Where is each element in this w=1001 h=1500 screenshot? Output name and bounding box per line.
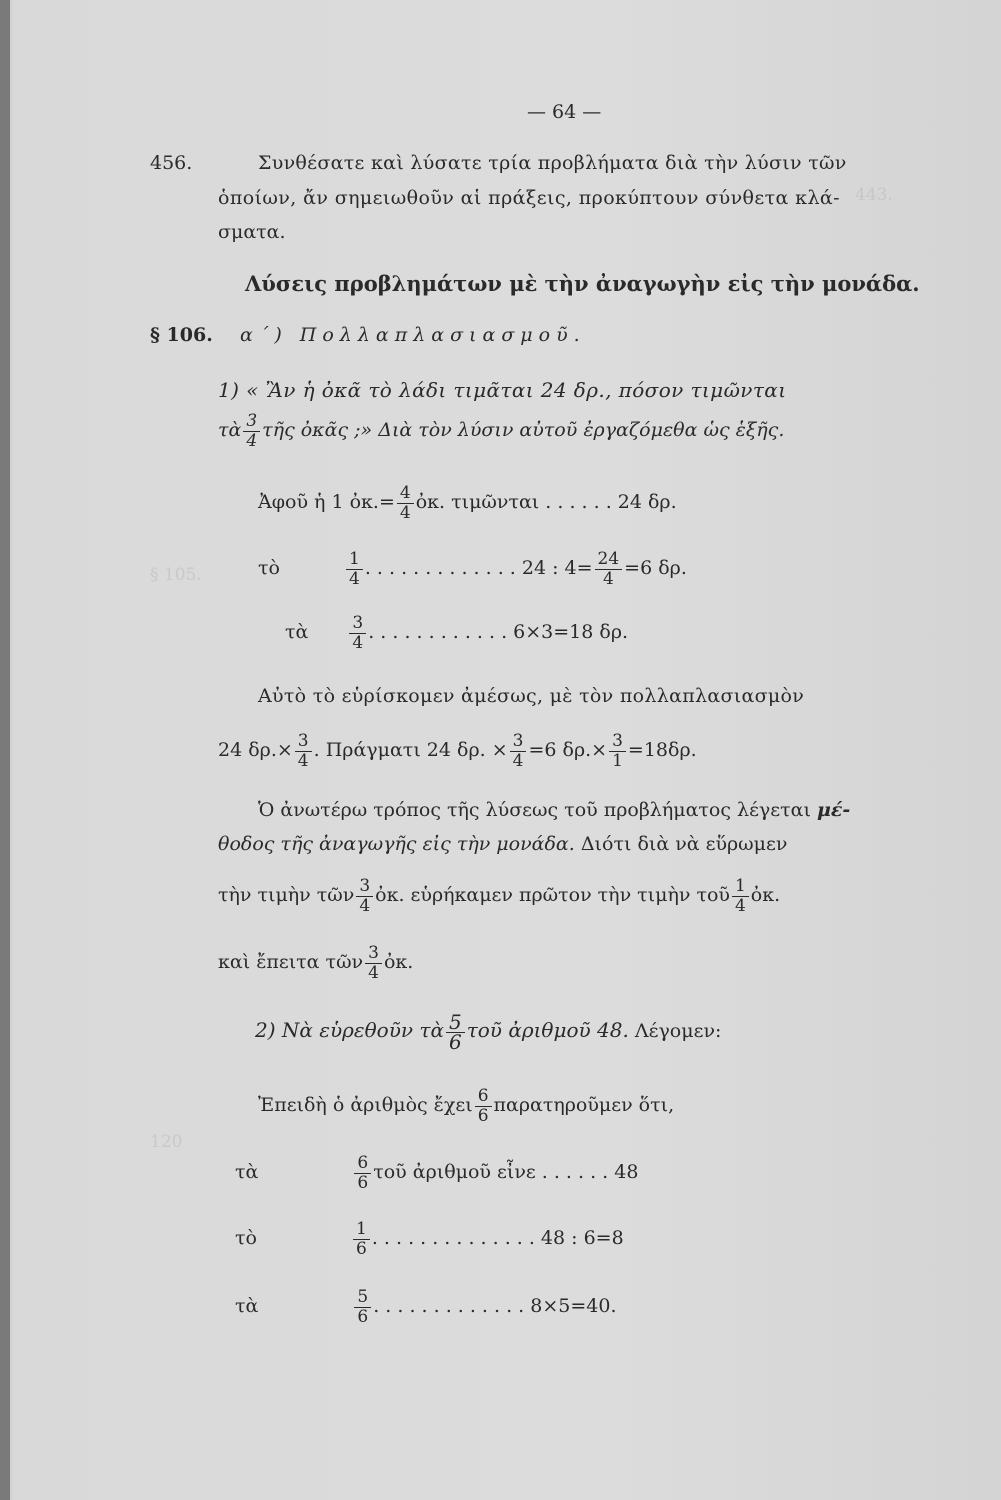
- text: 2) Νὰ εὑρεθοῦν τὰ: [255, 1018, 444, 1042]
- numerator: 3: [609, 732, 626, 752]
- denominator: 6: [357, 1306, 369, 1327]
- text: Διότι διὰ νὰ εὕρωμεν: [580, 833, 788, 855]
- text: παρατηροῦμεν ὅτι,: [493, 1094, 675, 1116]
- fraction: [356, 877, 373, 916]
- numerator: 5: [354, 1288, 371, 1308]
- numerator: 3: [356, 877, 373, 897]
- text: Ἐπειδὴ ὁ ἀριθμὸς ἔχει: [258, 1094, 473, 1116]
- problem-statement: [255, 1008, 721, 1053]
- text: . . . . . . . . . . . . . 8×5=40.: [373, 1295, 617, 1317]
- denominator: 4: [359, 895, 371, 916]
- fraction: [609, 732, 626, 771]
- denominator: 4: [246, 430, 258, 451]
- text: Ὁ ἀνωτέρω τρόπος τῆς λύσεως τοῦ προβλήματος λέγεται: [258, 799, 811, 821]
- text: θοδος τῆς ἀναγωγῆς εἰς τὴν μονάδα.: [218, 833, 575, 855]
- body-text-line: Αὐτὸ τὸ εὑρίσκομεν ἀμέσως, μὲ τὸν πολλαπλασιασμὸν: [258, 685, 805, 707]
- page-spine: [0, 0, 10, 1500]
- text: μέ-: [816, 799, 851, 821]
- fraction: [243, 412, 260, 451]
- exercise-number: 456.: [150, 152, 193, 174]
- page-number: — 64 —: [527, 101, 602, 123]
- text: . Πράγματι 24 δρ. ×: [313, 739, 508, 761]
- text: τὰ: [235, 1161, 259, 1183]
- text: ὀκ.: [383, 951, 414, 973]
- text: . . . . . . . . . . . . . 24 : 4=: [364, 557, 593, 579]
- text: . . . . . . . . . . . . 6×3=18 δρ.: [368, 621, 629, 643]
- numerator: 3: [295, 732, 312, 752]
- calc-row: [235, 1218, 624, 1259]
- fraction: [295, 732, 312, 771]
- body-text-line: [218, 875, 780, 916]
- fraction: [349, 614, 366, 653]
- numerator: 1: [353, 1220, 370, 1240]
- text: =18δρ.: [627, 739, 697, 761]
- text: Ἀφοῦ ἡ 1 ὀκ.=: [258, 491, 395, 513]
- equation-row: [218, 730, 697, 771]
- text: τὴν τιμὴν τῶν: [218, 884, 355, 906]
- fraction: [510, 732, 527, 771]
- fraction: [354, 1288, 371, 1327]
- text: =6 δρ.: [624, 557, 687, 579]
- problem-statement: 1) « Ἂν ἡ ὀκᾶ τὸ λάδι τιμᾶται 24 δρ., πόσον τιμῶνται: [218, 378, 787, 402]
- section-heading: Λύσεις προβλημάτων μὲ τὴν ἀναγωγὴν εἰς τὴν μονάδα.: [245, 271, 920, 296]
- text: τοῦ ἀριθμοῦ 48.: [466, 1018, 629, 1042]
- denominator: 6: [357, 1172, 369, 1193]
- text: τοῦ ἀριθμοῦ εἶνε . . . . . . 48: [373, 1161, 639, 1183]
- calc-row: [285, 612, 628, 653]
- denominator: 4: [602, 568, 614, 589]
- denominator: 6: [356, 1238, 367, 1259]
- fraction: [595, 550, 623, 589]
- numerator: 4: [397, 484, 414, 504]
- denominator: 6: [448, 1029, 462, 1054]
- text: τῆς ὀκᾶς ;» Διὰ τὸν λύσιν αὐτοῦ ἐργαζόμεθα ὡς ἑξῆς.: [262, 419, 785, 441]
- bleed-through: 120: [150, 1132, 183, 1152]
- fraction: [365, 944, 382, 983]
- denominator: 6: [477, 1105, 489, 1126]
- fraction: [475, 1087, 492, 1126]
- denominator: 4: [734, 895, 746, 916]
- numerator: 24: [595, 550, 623, 570]
- body-text-line: [218, 942, 413, 983]
- calc-row: [258, 548, 687, 589]
- denominator: 4: [352, 632, 364, 653]
- denominator: 4: [368, 962, 379, 983]
- numerator: 5: [446, 1013, 465, 1033]
- text: ὀκ. εὑρήκαμεν πρῶτον τὴν τιμὴν τοῦ: [375, 884, 730, 906]
- text: τὰ: [285, 621, 309, 643]
- calc-row: [258, 482, 677, 523]
- numerator: 6: [354, 1154, 371, 1174]
- fraction: [354, 1154, 371, 1193]
- fraction: [446, 1009, 465, 1054]
- numerator: 3: [365, 944, 382, 964]
- body-text-line: [218, 832, 787, 856]
- numerator: 1: [732, 877, 749, 897]
- numerator: 3: [243, 412, 260, 432]
- exercise-text-line: ὁποίων, ἄν σημειωθοῦν αἱ πράξεις, προκύπτουν σύνθετα κλά-: [218, 187, 840, 209]
- section-title: α΄) Πολλαπλασιασμοῦ.: [240, 324, 586, 346]
- bleed-through: § 105.: [150, 565, 202, 585]
- denominator: 4: [512, 750, 524, 771]
- fraction: [353, 1220, 370, 1259]
- text: τὸ: [258, 557, 280, 579]
- fraction: [346, 550, 363, 589]
- text: καὶ ἔπειτα τῶν: [218, 951, 364, 973]
- section-number: § 106.: [150, 324, 213, 346]
- text: τὰ: [235, 1295, 259, 1317]
- body-text-line: [258, 798, 850, 822]
- problem-statement-line: [218, 410, 784, 451]
- text: 24 δρ.×: [218, 739, 293, 761]
- numerator: 6: [475, 1087, 492, 1107]
- numerator: 3: [349, 614, 366, 634]
- bleed-through: 443.: [855, 185, 893, 205]
- calc-row: [235, 1286, 616, 1327]
- denominator: 1: [612, 750, 623, 771]
- text: =6 δρ.×: [528, 739, 608, 761]
- text: Λέγομεν:: [634, 1020, 722, 1042]
- calc-row: [235, 1152, 638, 1193]
- fraction: [397, 484, 414, 523]
- text: τὰ: [218, 419, 242, 441]
- body-text-line: [258, 1085, 674, 1126]
- numerator: 1: [346, 550, 363, 570]
- text: τὸ: [235, 1227, 257, 1249]
- text: . . . . . . . . . . . . . . 48 : 6=8: [371, 1227, 624, 1249]
- exercise-text-line: Συνθέσατε καὶ λύσατε τρία προβλήματα διὰ τὴν λύσιν τῶν: [258, 152, 847, 174]
- text: ὀκ.: [750, 884, 781, 906]
- exercise-text-line: σματα.: [218, 221, 286, 243]
- denominator: 4: [349, 568, 360, 589]
- denominator: 4: [399, 502, 411, 523]
- numerator: 3: [510, 732, 527, 752]
- denominator: 4: [297, 750, 309, 771]
- fraction: [732, 877, 749, 916]
- text: ὀκ. τιμῶνται . . . . . . 24 δρ.: [415, 491, 677, 513]
